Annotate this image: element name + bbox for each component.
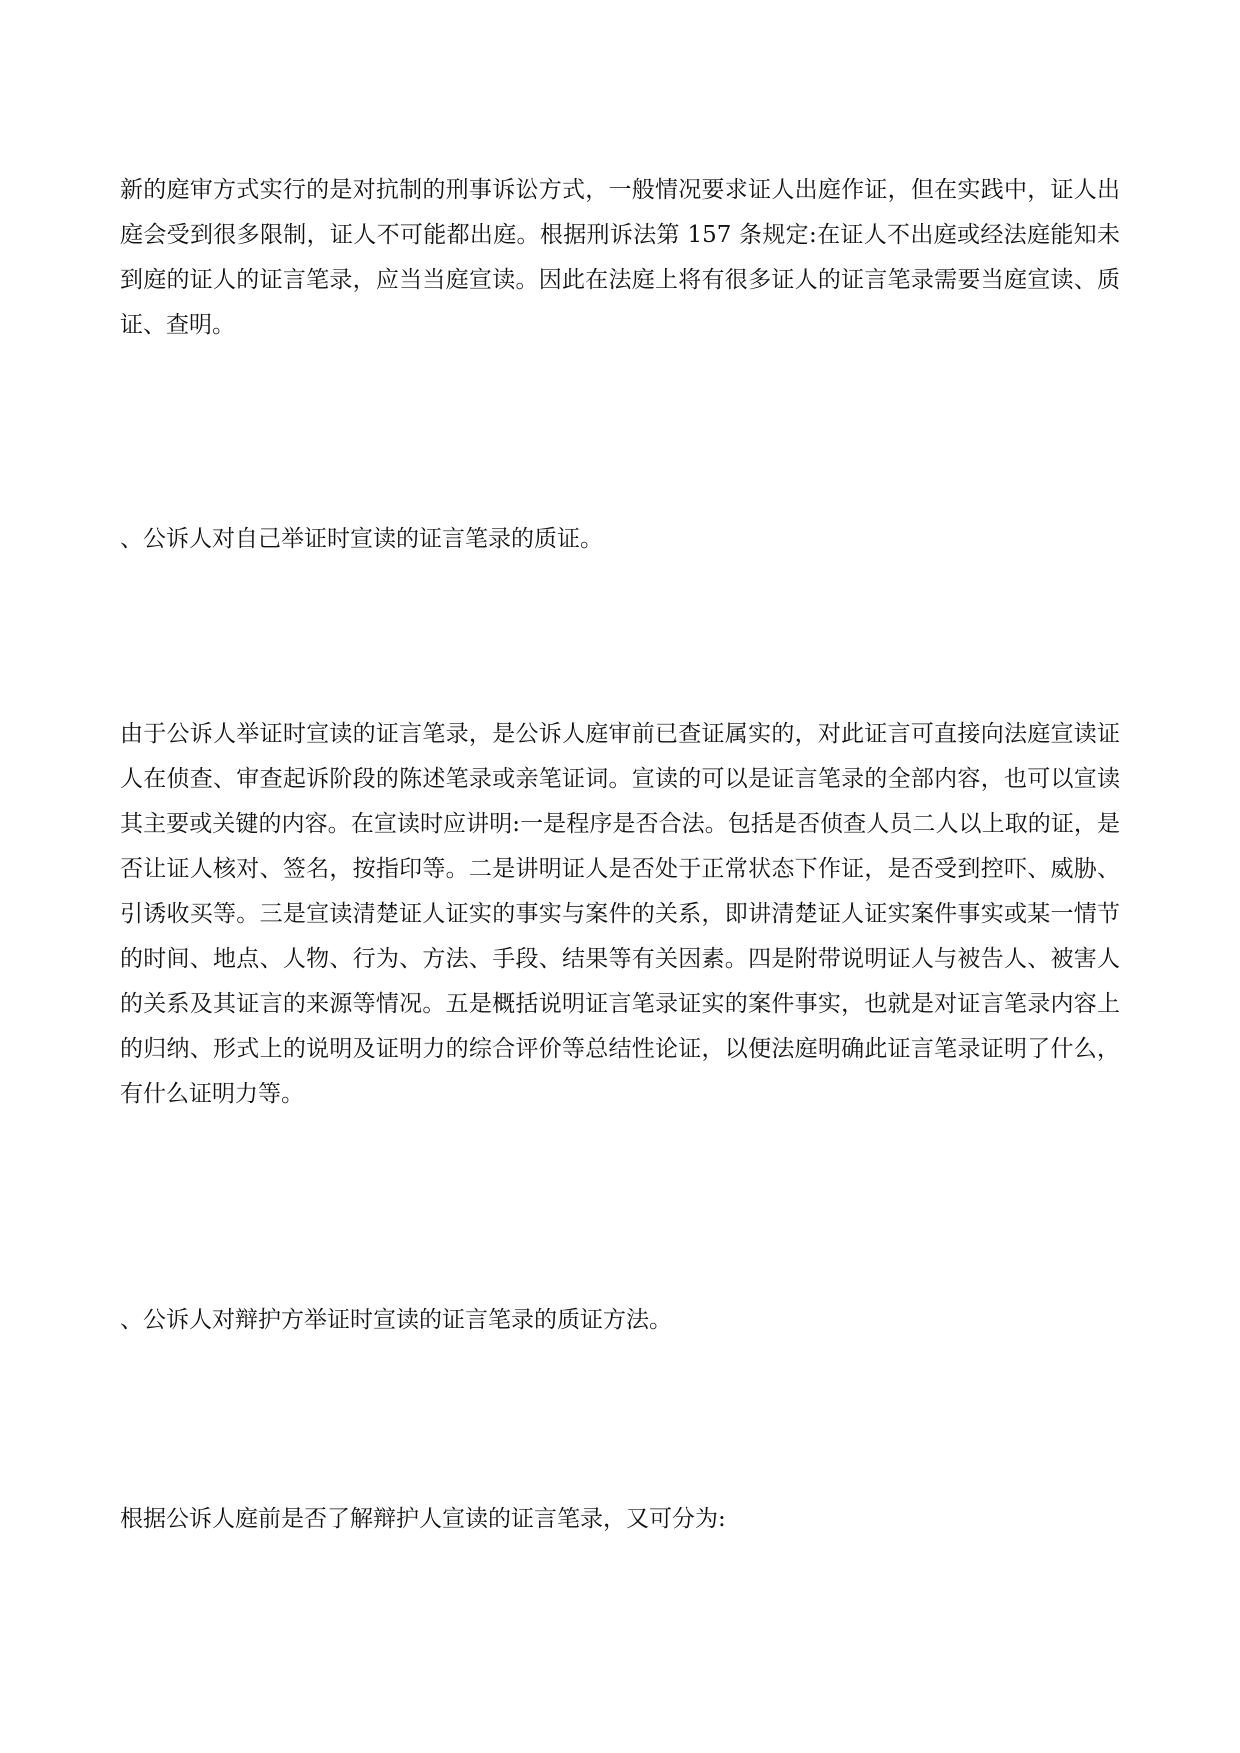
paragraph-intro: 新的庭审方式实行的是对抗制的刑事诉讼方式，一般情况要求证人出庭作证，但在实践中，证人出庭会受到很多限制，证人不可能都出庭。根据刑诉法第 157 条规定:在证人不出庭或经法庭能知未到庭的证人的证言笔录，应当当庭宣读。因此在法庭上将有很多证人的证言笔录需要当庭宣读、质证、查明。 (120, 177, 1120, 338)
section-heading-own-testimony: 、公诉人对自己举证时宣读的证言笔录的质证。 (120, 526, 603, 552)
paragraph-own-testimony: 由于公诉人举证时宣读的证言笔录，是公诉人庭审前已查证属实的，对此证言可直接向法庭宣读证人在侦查、审查起诉阶段的陈述笔录或亲笔证词。宣读的可以是证言笔录的全部内容，也可以宣读其主要或关键的内容。在宣读时应讲明:一是程序是否合法。包括是否侦查人员二人以上取的证，是否让证人核对、签名，按指印等。二是讲明证人是否处于正常状态下作证，是否受到控吓、威胁、引诱收买等。三是宣读清楚证人证实的事实与案件的关系，即讲清楚证人证实案件事实或某一情节的时间、地点、人物、行为、方法、手段、结果等有关因素。四是附带说明证人与被告人、被害人的关系及其证言的来源等情况。五是概括说明证言笔录证实的案件事实，也就是对证言笔录内容上的归纳、形式上的说明及证明力的综合评价等总结性论证，以便法庭明确此证言笔录证明了什么，有什么证明力等。 (120, 721, 1120, 1107)
section-heading-defense-testimony: 、公诉人对辩护方举证时宣读的证言笔录的质证方法。 (120, 1307, 672, 1333)
paragraph-defense-testimony: 根据公诉人庭前是否了解辩护人宣读的证言笔录，又可分为: (120, 1506, 726, 1532)
